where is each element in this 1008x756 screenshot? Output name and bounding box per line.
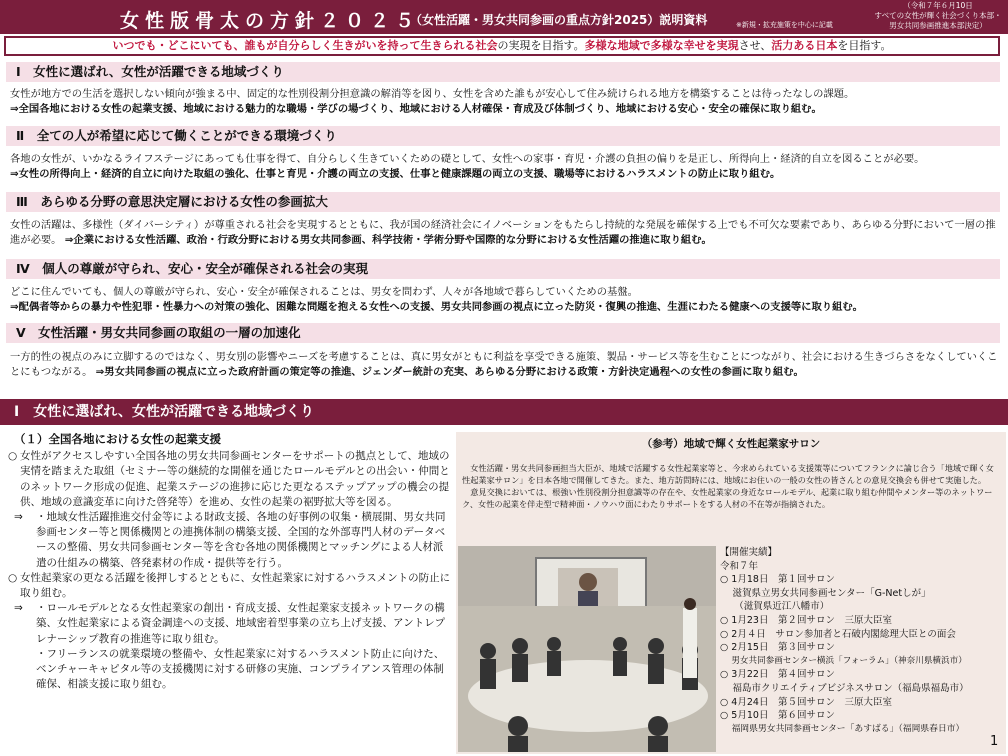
- paragraph-2: [8, 571, 452, 601]
- section-3-heading: Ⅲ あらゆる分野の意思決定層における女性の参画拡大: [6, 192, 1000, 212]
- section-3-text: 女性の活躍は、多様性（ダイバーシティ）が尊重される社会を実現するとともに、我が国の経済社会にイノベーションをもたらし持続的な発展を確保する上でも不可欠な要素であり、あらゆる分野において一層の推進が必要。: [10, 219, 996, 246]
- circle-marker: ○: [8, 571, 18, 584]
- salon-title: （参考）地域で輝く女性起業家サロン: [641, 438, 821, 450]
- list-item: 男女共同参画センター横浜「フォーラム」（神奈川県横浜市）: [720, 655, 967, 666]
- vision-text-3: を目指す。: [837, 39, 892, 52]
- salon-paragraph-1: 女性活躍・男女共同参画担当大臣が、地域で活躍する女性起業家等と、今求められている支援策等についてフランクに論じ合う「地域で輝く女性起業家サロン」を日本各地で開催してきた。また、地方訪問時には、地域にお住いの一般の女性の皆さんとの意見交換会も併せて実施した。: [462, 463, 994, 485]
- page-number: 1: [990, 734, 999, 749]
- document-title: 女性版骨太の方針２０２５: [120, 10, 421, 32]
- salon-meeting-photo: [458, 546, 716, 752]
- vision-highlight-1: いつでも・どこにいても、誰もが自分らしく生きがいを持って生きられる社会: [112, 39, 498, 52]
- salon-panel: [456, 432, 1006, 754]
- section-3-action: ⇒企業における女性活躍、政治・行政分野における男女共同参画、科学技術・学術分野や国際的な分野における女性活躍の推進に取り組む。: [64, 234, 712, 246]
- section-5-heading: Ⅴ 女性活躍・男女共同参画の取組の一層の加速化: [6, 323, 1000, 343]
- paragraph-1: [8, 449, 452, 510]
- list-item: 福島市クリエイティブビジネスサロン（福島県福島市）: [720, 682, 969, 694]
- arrow-item-1: [12, 510, 452, 571]
- paragraph-2-text: 女性起業家の更なる活躍を後押しするとともに、女性起業家に対するハラスメントの防止に取り組む。: [20, 571, 451, 600]
- arrow-item-3: [12, 647, 452, 693]
- decision-org2: 男女共同参画推進本部決定）: [889, 21, 987, 30]
- decision-info: [870, 1, 1006, 31]
- salon-paragraph-2: 意見交換においては、根強い性別役割分担意識等の存在や、女性起業家の身近なロールモデル、起業に取り組む仲間やメンター等のネットワーク、女性の起業を伴走型で精神面・ノウハウ面にわたりサポートをする人材の不在等が指摘された。: [462, 487, 993, 509]
- list-item: ○ 5月10日 第６回サロン: [720, 710, 835, 722]
- paragraph-1-text: 女性がアクセスしやすい全国各地の男女共同参画センターをサポートの拠点として、地域の実情を踏まえた取組（セミナー等の継続的な開催を通じたロールモデルとの出会い・仲間とのネットワーク形成の促進、起業ステージの進捗に応じた更なるステップアップの機会の提供、地域の意識変革に向けた啓発等）を進め、女性の起業の裾野拡大等を図る。: [20, 450, 450, 508]
- meeting-photo-illustration: [458, 546, 716, 752]
- list-item: （滋賀県近江八幡市）: [720, 601, 830, 613]
- section-5-body: [10, 350, 1000, 380]
- section-1-body: [10, 87, 1000, 117]
- record-list-heading: 【開催実績】: [720, 547, 778, 558]
- arrow-marker: ⇒: [14, 511, 23, 524]
- list-item: ○ 3月22日 第４回サロン: [720, 669, 835, 681]
- detail-section-heading: Ⅰ 女性に選ばれ、女性が活躍できる地域づくり: [0, 399, 1008, 425]
- arrow-item-1-text: ・地域女性活躍推進交付金等による財政支援、各地の好事例の収集・横展開、男女共同参画センター等と関係機関との連携体制の構築支援、全国的な外部専門人材のデータベースの整備、男女共同参画センター等を含む各地の関係機関とマッチングによる人材派遣の仕組みの構築、啓発素材の作成・提供等を行う。: [36, 511, 446, 569]
- arrow-item-2: [12, 601, 452, 647]
- decision-date: （令和７年６月10日: [903, 1, 973, 10]
- section-1-action: ⇒全国各地における女性の起業支援、地域における魅力的な職場・学びの場づくり、地域における人材確保・育成及び体制づくり、地域における安心・安全の確保に取り組む。: [10, 103, 822, 115]
- section-1-text: 女性が地方での生活を選択しない傾向が強まる中、固定的な性別役割分担意識の解消等を図り、女性を含めた誰もが安心して住み続けられる地方を構築することは待ったなしの課題。: [10, 88, 855, 100]
- list-item: 滋賀県立男女共同参画センター「G-Netしが」: [720, 587, 931, 599]
- section-2-heading: Ⅱ 全ての人が希望に応じて働くことができる環境づくり: [6, 126, 1000, 146]
- section-4-action: ⇒配偶者等からの暴力や性犯罪・性暴力への対策の強化、困難な問題を抱える女性への支援、男女共同参画の視点に立った防災・復興の推進、生涯にわたる健康への支援等に取り組む。: [10, 301, 863, 313]
- list-item: ○ 4月24日 第５回サロン 三原大臣室: [720, 696, 892, 708]
- vision-text-2: させ、: [738, 39, 772, 52]
- header-bar: [0, 0, 1008, 34]
- arrow-item-3-text: ・フリーランスの就業環境の整備や、女性起業家に対するハラスメント防止に向けた、ベンチャーキャピタル等の支援機関に対する研修の実施、コンプライアンス管理の体制確保、相談支援に取り組む。: [36, 647, 445, 691]
- section-2-action: ⇒女性の所得向上・経済的自立に向けた取組の強化、仕事と育児・介護の両立の支援、仕事と健康課題の両立の支援、職場等におけるハラスメントの防止に取り組む。: [10, 168, 781, 180]
- decision-org: すべての女性が輝く社会づくり本部・: [874, 11, 1002, 20]
- section-3-body: [10, 218, 1000, 248]
- circle-marker: ○: [8, 450, 18, 463]
- startup-support-column: [8, 432, 452, 692]
- section-1-heading: Ⅰ 女性に選ばれ、女性が活躍できる地域づくり: [6, 62, 1000, 82]
- arrow-marker: ⇒: [14, 602, 23, 615]
- document-subtitle: （女性活躍・男女共同参画の重点方針2025）説明資料: [410, 13, 708, 27]
- list-item: ○ 2月４日 サロン参加者と石破内閣総理大臣との面会: [720, 628, 956, 640]
- list-item: ○ 1月23日 第２回サロン 三原大臣室: [720, 614, 892, 626]
- salon-record-list: [720, 546, 1006, 736]
- section-4-body: [10, 285, 1000, 315]
- arrow-item-2-text: ・ロールモデルとなる女性起業家の創出・育成支援、女性起業家支援ネットワークの構築、女性起業家による資金調達への支援、地域密着型事業の立ち上げ支援、アントレプレナーシップ教育の推進等に取り組む。: [36, 602, 446, 645]
- list-item: 福岡県男女共同参画センター「あすばる」（福岡県春日市）: [720, 723, 965, 734]
- vision-highlight-2: 多様な地域で多様な幸せを実現: [584, 39, 739, 52]
- section-4-heading: Ⅳ 個人の尊厳が守られ、安心・安全が確保される社会の実現: [6, 259, 1000, 279]
- list-item: ○ 2月15日 第３回サロン: [720, 642, 835, 654]
- section-5-action: ⇒男女共同参画の視点に立った政府計画の策定等の推進、ジェンダー統計の充実、あらゆる分野における政策・方針決定過程への女性の参画に取り組む。: [95, 366, 804, 378]
- section-2-body: [10, 152, 1000, 182]
- salon-description: [462, 462, 1002, 510]
- header-note: ※新規・拡充施策を中心に記載: [736, 21, 833, 29]
- subsection-heading: （１）全国各地における女性の起業支援: [14, 432, 221, 446]
- vision-highlight-3: 活力ある日本: [771, 39, 838, 52]
- section-5-text: 一方的性の視点のみに立脚するのではなく、男女別の影響やニーズを考慮することは、真に男女がともに利益を享受できる施策、製品・サービス等を生むことにつながり、社会における生きづらさをなくしていくことにもつながる。: [10, 351, 998, 378]
- list-item: ○ 1月18日 第１回サロン: [720, 574, 835, 586]
- section-2-text: 各地の女性が、いかなるライフステージにあっても仕事を得て、自分らしく生きていくための礎として、女性への家事・育児・介護の負担の偏りを是正し、所得向上・経済的自立を図ることが必要。: [10, 153, 925, 165]
- vision-statement: [4, 36, 1000, 56]
- record-year: 令和７年: [720, 560, 759, 572]
- section-4-text: どこに住んでいても、個人の尊厳が守られ、安心・安全が確保されることは、男女を問わず、人々が各地域で暮らしていくための基盤。: [10, 286, 638, 298]
- vision-text-1: の実現を目指す。: [497, 39, 585, 52]
